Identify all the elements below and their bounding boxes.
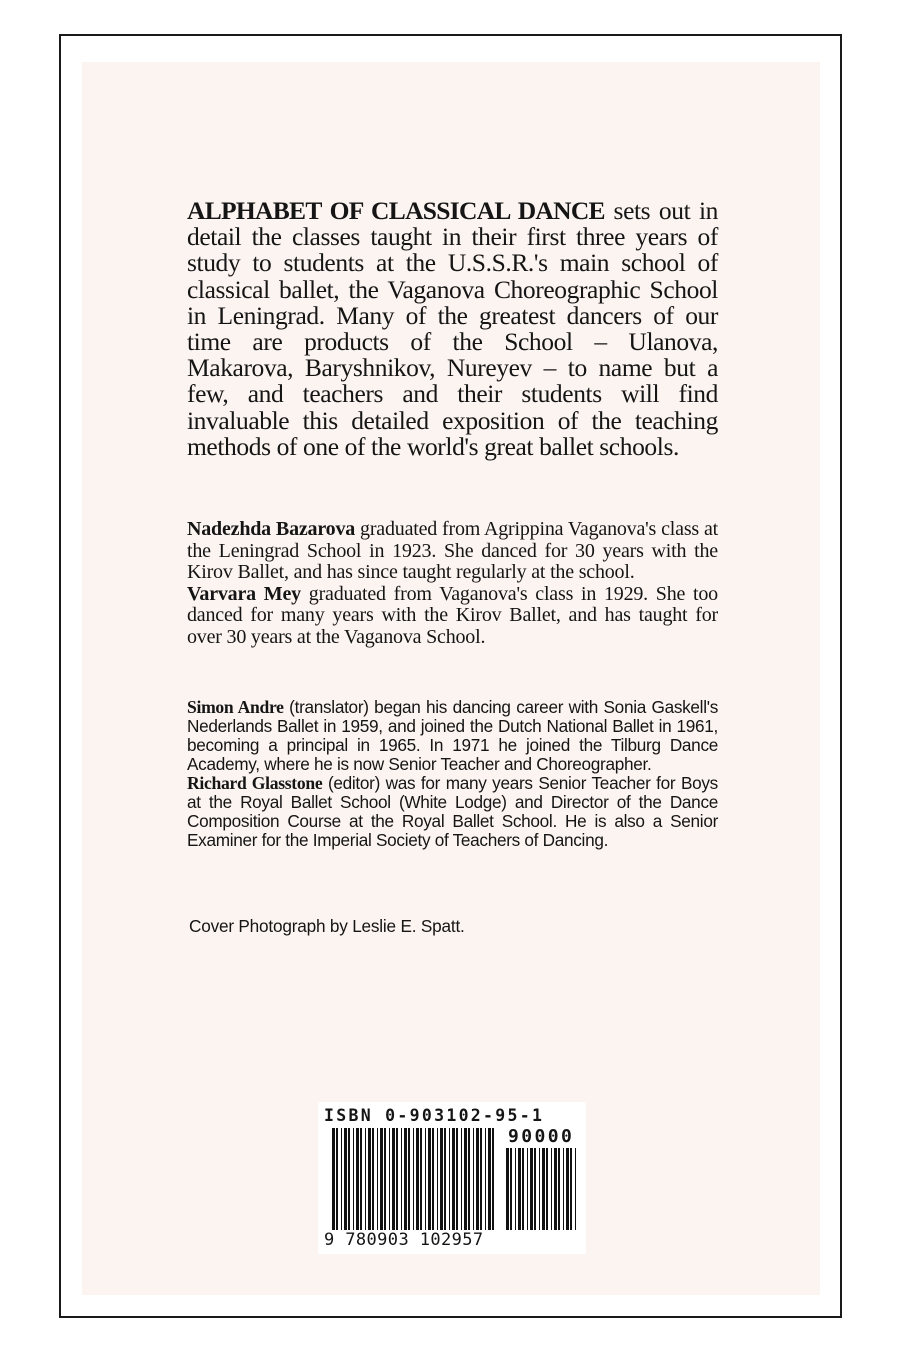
ean-number: 9 780903 102957 — [324, 1230, 484, 1250]
contributor-name: Richard Glasstone — [187, 773, 323, 793]
contributor-bio — [187, 698, 718, 774]
barcode — [318, 1102, 586, 1254]
contributor-name: Simon Andre — [187, 697, 284, 717]
author-bio-text: graduated from Agrippina Vaganova's class at the Leningrad School in 1923. She danced for 30 years with the Kirov Ballet, and has since taught regularly at the school. — [187, 518, 718, 584]
author-name: Nadezhda Bazarova — [187, 518, 356, 540]
author-bio — [187, 519, 718, 584]
contributor-bios — [187, 698, 718, 850]
price-addon: 90000 — [508, 1126, 575, 1147]
photo-credit: Cover Photograph by Leslie E. Spatt. — [189, 916, 465, 936]
author-bio-text: graduated from Vaganova's class in 1929. She too danced for many years with the Kirov Ballet, and has taught for over 30 years at the Vaganova School. — [187, 582, 718, 648]
author-name: Varvara Mey — [187, 582, 301, 605]
contributor-bio — [187, 774, 718, 850]
contributor-bio-text: (editor) was for many years Senior Teacher for Boys at the Royal Ballet School (White Lodge) and Director of the Dance Composition Course at the Royal Ballet School. He is also a Senior Examiner for the Imperial Society of Teachers of Dancing. — [187, 773, 718, 850]
contributor-bio-text: (translator) began his dancing career with Sonia Gaskell's Nederlands Ballet in 1959, and joined the Dutch National Ballet in 1961, becoming a principal in 1965. In 1971 he joined the Tilburg Dance Academy, where he is now Senior Teacher and Choreographer. — [187, 697, 718, 774]
book-description — [187, 198, 718, 460]
author-bios — [187, 519, 718, 649]
author-bio — [187, 584, 718, 649]
book-description-text: sets out in detail the classes taught in their first three years of study to students at the U.S.S.R.'s main school of classical ballet, the Vaganova Choreographic School in Leningrad. Many of the greatest dancers of our time are products of the School – Ulanova, Makarova, Baryshnikov, Nureyev – to name but a few, and teachers and their students will find invaluable this detailed exposition of the teaching methods of one of the world's great ballet schools. — [187, 196, 719, 461]
isbn-label: ISBN 0-903102-95-1 — [324, 1106, 545, 1125]
book-title: ALPHABET OF CLASSICAL DANCE — [187, 196, 605, 225]
